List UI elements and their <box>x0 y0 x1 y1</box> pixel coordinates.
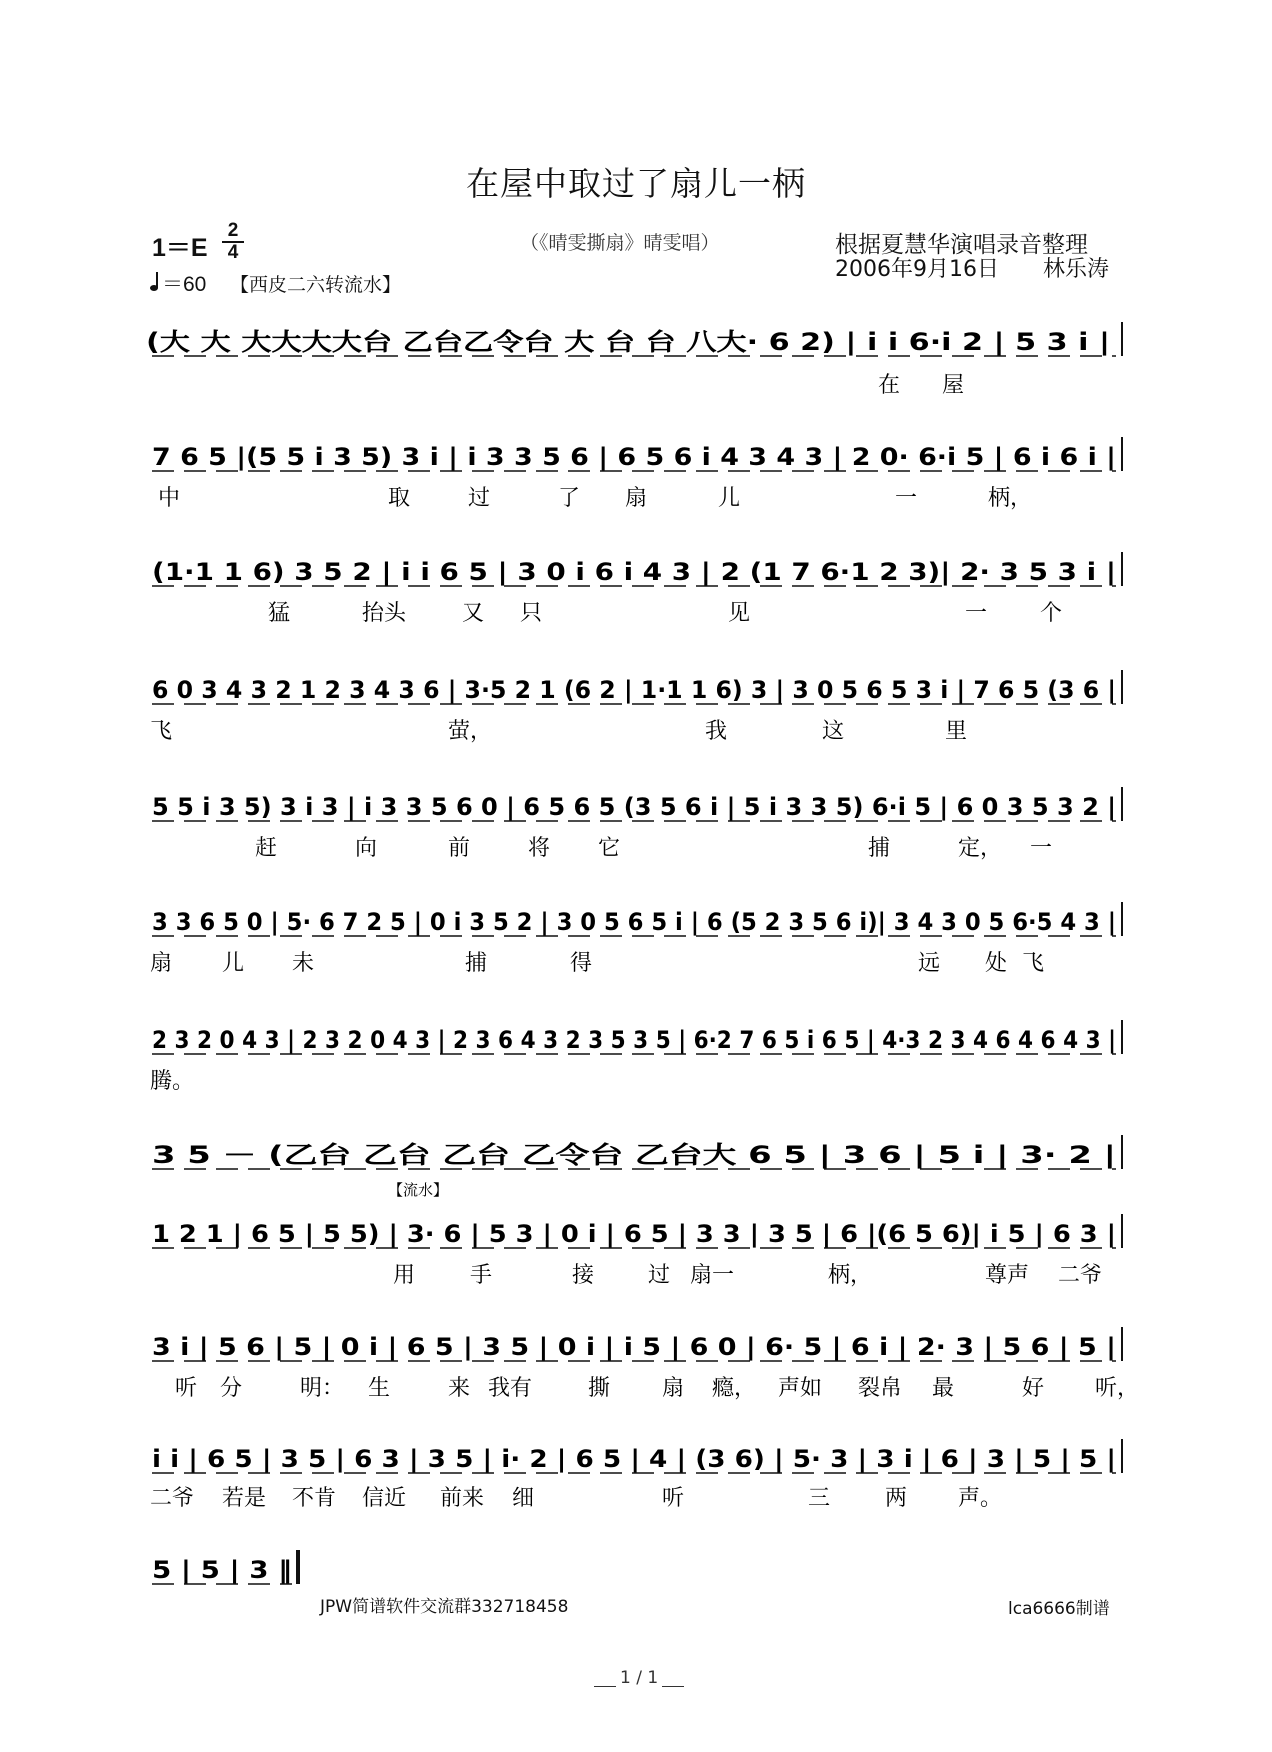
lyric-syllable: 定， <box>958 836 1003 861</box>
lyric-syllable: 这 <box>822 719 845 744</box>
lyric-syllable: 向 <box>355 836 378 861</box>
lyric-syllable: 听， <box>1095 1376 1140 1401</box>
lyric-syllable: 过 <box>468 486 491 511</box>
lyric-syllable: 处 <box>985 951 1008 976</box>
lyric-syllable: 裂帛 <box>858 1376 903 1401</box>
notation-line-6: 3 3 6 5 0 | 5· 6 7 2 5 | 0 i 3 5 2 | 3 0 5 6 5 i | 6 (5 2 3 5 6 i)| 3 4 3 0 5 6·5 4 3 | <box>152 908 1116 936</box>
lyric-syllable: 细 <box>512 1486 535 1511</box>
lyric-syllable: 个 <box>1040 601 1063 626</box>
lyric-syllable: 两 <box>885 1486 908 1511</box>
lyric-syllable: 过 <box>648 1263 671 1288</box>
lyric-syllable: 不肯 <box>292 1486 337 1511</box>
lyric-syllable: 儿 <box>718 486 741 511</box>
lyric-syllable: 只 <box>520 601 543 626</box>
lyric-syllable: 了 <box>558 486 581 511</box>
lyric-syllable: 扇 <box>150 951 173 976</box>
lyric-syllable: 听 <box>175 1376 198 1401</box>
notation-line-11: i i | 6 5 | 3 5 | 6 3 | 3 5 | i· 2 | 6 5 | 4 | (3 6) | 5· 3 | 3 i | 6 | 3 | 5 | 5 | <box>152 1445 1116 1473</box>
lyric-syllable: 撕 <box>588 1376 611 1401</box>
lyric-syllable: 取 <box>388 486 411 511</box>
section-label: 【流水】 <box>388 1181 449 1199</box>
lyric-syllable: 萤， <box>448 719 493 744</box>
lyric-syllable: 前 <box>448 836 471 861</box>
notation-line-3: (1·1 1 6) 3 5 2 | i i 6 5 | 3 0 i 6 i 4 3 | 2 (1 7 6·1 2 3)| 2· 3 5 3 i | <box>152 558 1116 586</box>
lyric-syllable: 扇 <box>625 486 648 511</box>
notation-line-4: 6 0 3 4 3 2 1 2 3 4 3 6 | 3·5 2 1 (6 2 | 1·1 1 6) 3 | 3 0 5 6 5 3 i | 7 6 5 (3 6 | <box>152 676 1116 704</box>
credit-line-2: 2006年9月16日 林乐涛 <box>835 257 1109 282</box>
lyric-syllable: 又 <box>462 601 485 626</box>
lyric-syllable: 它 <box>598 836 621 861</box>
lyric-syllable: 腾。 <box>150 1069 195 1094</box>
key-signature: 1＝E <box>152 234 208 262</box>
final-bar-line <box>296 1550 300 1584</box>
lyric-syllable: 用 <box>393 1263 416 1288</box>
lyric-syllable: 远 <box>918 951 941 976</box>
notation-line-12: 5 | 5 | 3 ‖ <box>152 1556 292 1584</box>
lyric-syllable: 在 <box>878 373 901 398</box>
lyric-syllable: 二爷 <box>150 1486 195 1511</box>
notation-line-5: 5 5 i 3 5) 3 i 3 | i 3 3 5 6 0 | 6 5 6 5 (3 5 6 i | 5 i 3 3 5) 6·i 5 | 6 0 3 5 3 2 | <box>152 793 1116 821</box>
lyric-syllable: 声如 <box>778 1376 823 1401</box>
notation-line-7: 2 3 2 0 4 3 | 2 3 2 0 4 3 | 2 3 6 4 3 2 3 5 3 5 | 6·2 7 6 5 i 6 5 | 4·3 2 3 4 6 4 6 4 3 | <box>152 1026 1116 1054</box>
lyric-syllable: 二爷 <box>1058 1263 1103 1288</box>
lyric-syllable: 飞 <box>1022 951 1045 976</box>
lyric-syllable: 柄， <box>988 486 1033 511</box>
lyric-syllable: 来 <box>448 1376 471 1401</box>
lyric-syllable: 手 <box>470 1263 493 1288</box>
lyric-syllable: 我 <box>705 719 728 744</box>
lyric-syllable: 屋 <box>942 373 965 398</box>
lyric-syllable: 分 <box>220 1376 243 1401</box>
lyric-syllable: 三 <box>808 1486 831 1511</box>
page-title: 在屋中取过了扇儿一柄 <box>466 164 806 203</box>
lyric-syllable: 一 <box>1030 836 1053 861</box>
lyric-syllable: 我有 <box>488 1376 533 1401</box>
lyric-syllable: 将 <box>528 836 551 861</box>
lyric-syllable: 信近 <box>362 1486 407 1511</box>
footer-right: lca6666制谱 <box>1008 1599 1110 1619</box>
lyric-syllable: 中 <box>158 486 181 511</box>
lyric-syllable: 瘾， <box>712 1376 757 1401</box>
lyric-syllable: 见 <box>728 601 751 626</box>
notation-line-10: 3 i | 5 6 | 5 | 0 i | 6 5 | 3 5 | 0 i | i 5 | 6 0 | 6· 5 | 6 i | 2· 3 | 5 6 | 5 | <box>152 1333 1116 1361</box>
subtitle: （《晴雯撕扇》晴雯唱） <box>520 232 720 254</box>
lyric-syllable: 得 <box>570 951 593 976</box>
notation-line-9: 1 2 1 | 6 5 | 5 5) | 3· 6 | 5 3 | 0 i | 6 5 | 3 3 | 3 5 | 6 |(6 5 6)| i 5 | 6 3 | <box>152 1220 1116 1248</box>
footer-left: JPW简谱软件交流群332718458 <box>320 1597 569 1617</box>
lyric-syllable: 里 <box>945 719 968 744</box>
score-lines <box>146 322 1139 1584</box>
lyric-syllable: 尊声 <box>985 1263 1030 1288</box>
lyric-syllable: 若是 <box>222 1486 267 1511</box>
lyric-syllable: 赶 <box>255 836 278 861</box>
lyric-syllable: 抬头 <box>362 601 407 626</box>
lyric-syllable: 扇 <box>662 1376 685 1401</box>
lyric-syllable: 接 <box>572 1263 595 1288</box>
lyric-syllable: 飞 <box>150 719 173 744</box>
lyric-syllable: 声。 <box>958 1486 1003 1511</box>
notation-line-2: 7 6 5 |(5 5 i 3 5) 3 i | i 3 3 5 6 | 6 5 6 i 4 3 4 3 | 2 0· 6·i 5 | 6 i 6 i | <box>152 443 1116 471</box>
credit-line-1: 根据夏慧华演唱录音整理 <box>835 232 1088 258</box>
lyric-syllable: 生 <box>368 1376 391 1401</box>
page-number: 1 / 1 <box>590 1668 688 1688</box>
time-signature-bottom: 4 <box>227 242 239 263</box>
time-signature-top: 2 <box>227 220 239 241</box>
lyric-syllable: 儿 <box>222 951 245 976</box>
lyric-syllable: 捕 <box>465 951 488 976</box>
lyric-syllable: 柄， <box>828 1263 873 1288</box>
style-mark: 【西皮二六转流水】 <box>230 274 402 296</box>
lyric-syllable: 前来 <box>440 1486 485 1511</box>
lyric-syllable: 扇一 <box>690 1263 735 1288</box>
lyric-syllable: 最 <box>932 1376 955 1401</box>
lyric-syllable: 猛 <box>268 601 291 626</box>
notation-line-8: 3 5 － (乙台 乙台 乙台 乙令台 乙台大 6 5 | 3 6 | 5 i | 3· 2 | <box>152 1141 1116 1169</box>
lyric-syllable: 明： <box>300 1376 345 1401</box>
lyric-syllable: 未 <box>292 951 315 976</box>
lyric-syllable: 一 <box>965 601 988 626</box>
lyric-syllable: 一 <box>895 486 918 511</box>
lyric-syllable: 捕 <box>868 836 891 861</box>
lyric-syllable: 好 <box>1022 1376 1045 1401</box>
notation-line-1: (大 大 大大大大台 乙台乙令台 大 台 台 八大· 6 2) | i i 6·i 2 | 5 3 i | <box>146 328 1110 356</box>
lyric-syllable: 听 <box>662 1486 685 1511</box>
tempo-value: ＝60 <box>162 273 207 296</box>
